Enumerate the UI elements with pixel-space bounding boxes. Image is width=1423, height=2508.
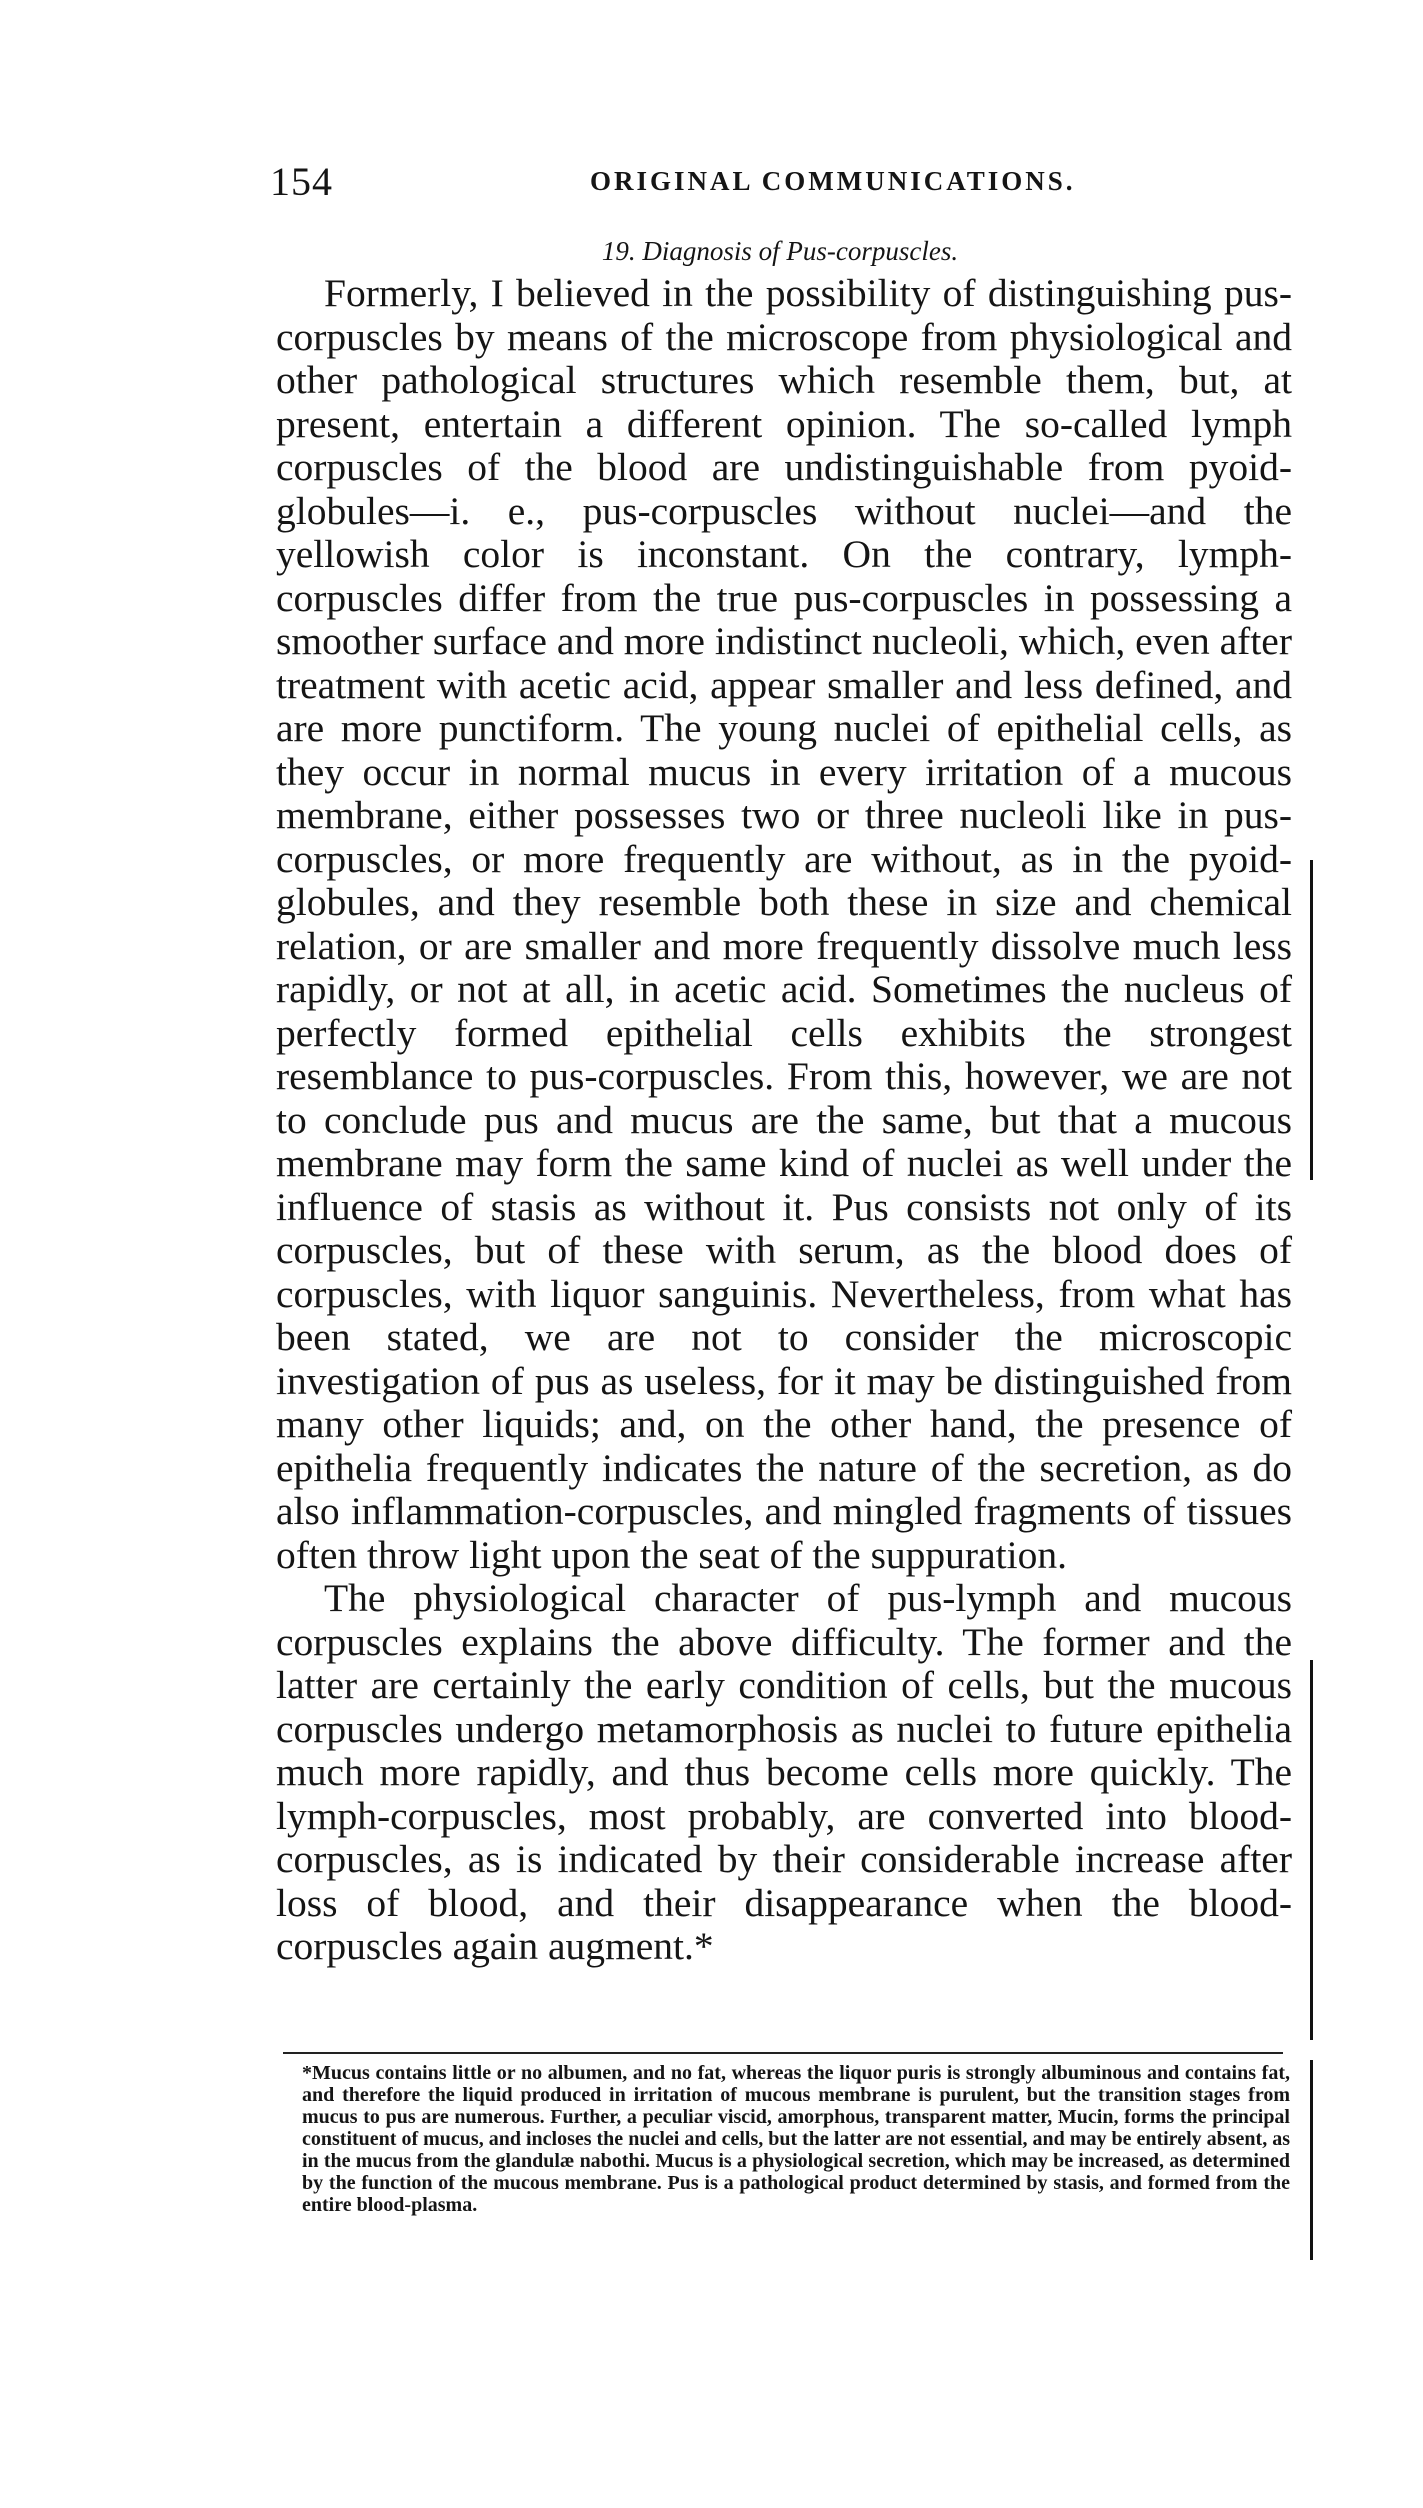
footnote: *Mucus contains little or no albumen, and no fat, whereas the liquor puris is strongly albuminous and contains fat, and therefore the liquid produced in irritation of mucous membrane is purulent, but the transition stages from mucus to pus are numerous. Further, a peculiar viscid, amorphous, transparent matter, Mucin, forms the principal constituent of mucus, and incloses the nuclei and cells, but the latter are not essential, and may be entirely absent, as in the mucus from the glandulæ nabothi. Mucus is a physiological secretion, which may be increased, as determined by the function of the mucous membrane. Pus is a pathological product determined by stasis, and formed from the entire blood-plasma. <box>302 2062 1290 2216</box>
page-edge-shadow <box>1310 860 1313 1180</box>
paragraph-2: The physiological character of pus-lymph and mucous corpuscles explains the above difficulty. The former and the latter are certainly the early condition of cells, but the mucous corpuscles undergo metamorphosis as nuclei to future epithelia much more rapidly, and thus become cells more quickly. The lymph-corpuscles, most probably, are converted into blood-corpuscles, as is indicated by their considerable increase after loss of blood, and their disappearance when the blood-corpuscles again augment.* <box>276 1576 1292 1968</box>
running-head <box>270 158 1290 208</box>
running-title: ORIGINAL COMMUNICATIONS. <box>590 166 1076 196</box>
page-number: 154 <box>270 159 333 204</box>
page-edge-shadow <box>1310 1660 1313 2040</box>
body-text <box>276 272 1292 1969</box>
footnote-divider <box>283 2052 1283 2054</box>
section-heading: 19. Diagnosis of Pus-corpuscles. <box>601 236 959 266</box>
paragraph-1: Formerly, I believed in the possibility of distinguishing pus-corpuscles by means of the microscope from physiological and other pathological structures which resemble them, but, at present, entertain a different opinion. The so-called lymph corpuscles of the blood are undistinguishable from pyoid-globules—i. e., pus-corpuscles without nuclei—and the yellowish color is inconstant. On the contrary, lymph-corpuscles differ from the true pus-corpuscles in possessing a smoother surface and more indistinct nucleoli, which, even after treatment with acetic acid, appear smaller and less defined, and are more punctiform. The young nuclei of epithelial cells, as they occur in normal mucus in every irritation of a mucous membrane, either possesses two or three nucleoli like in pus-corpuscles, or more frequently are without, as in the pyoid-globules, and they resemble both these in size and chemical relation, or are smaller and more frequently dissolve much less rapidly, or not at all, in acetic acid. Sometimes the nucleus of perfectly formed epithelial cells exhibits the strongest resemblance to pus-corpuscles. From this, however, we are not to conclude pus and mucus are the same, but that a mucous membrane may form the same kind of nuclei as well under the influence of stasis as without it. Pus consists not only of its corpuscles, but of these with serum, as the blood does of corpuscles, with liquor sanguinis. Nevertheless, from what has been stated, we are not to consider the microscopic investigation of pus as useless, for it may be distinguished from many other liquids; and, on the other hand, the presence of epithelia frequently indicates the nature of the secretion, as do also inflammation-corpuscles, and mingled fragments of tissues often throw light upon the seat of the suppuration. <box>276 271 1292 1577</box>
page-edge-shadow <box>1310 2060 1313 2260</box>
